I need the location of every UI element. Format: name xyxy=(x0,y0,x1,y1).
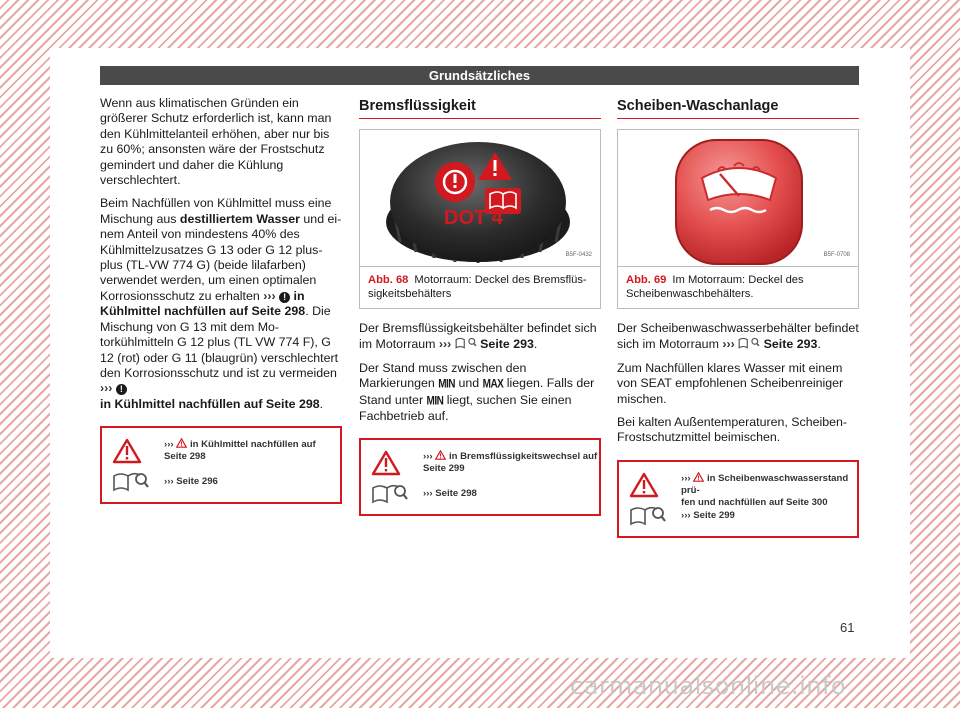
warning-triangle-icon xyxy=(371,450,401,476)
book-magnifier-icon xyxy=(738,336,760,349)
washer-cap-image xyxy=(618,130,858,267)
warning-box: ››› in Scheibenwaschwasserstand prü- fen und nachfüllen auf Seite 300 ››› Seite 299 xyxy=(617,460,859,538)
min-marking: MIN xyxy=(426,394,444,408)
chevron-link[interactable]: ››› xyxy=(423,451,433,463)
coolant-paragraph-2: Beim Nachfüllen von Kühlmittel muss eine Mischung aus destilliertem Wasser und einem Anteil von mindestens 40% des Kühlmittelzusatzes G 13 oder G 12 plus-plus (TL-VW 774 G) (beide lilafarben) verwendet werden, um einen optimalen Korrosionsschutz zu erhalten ››› ! in Kühlmittel nachfüllen auf Seite 298. Die Mischung von G 13 mit dem Motorkühlmitteln G 12 plus (TL VW 774 F), G 12 (rot) oder G 11 (blaugrün) verschlechtert den Korrosionsschutz und ist zu vermeiden ››› ! in Kühlmittel nachfüllen auf Seite 298. xyxy=(100,196,342,411)
warning-ref-link[interactable]: in Scheibenwaschwasserstand prü- xyxy=(681,472,849,496)
notice-icon: ! xyxy=(116,384,127,395)
warning-triangle-icon xyxy=(112,438,142,464)
washer-cap-illustration xyxy=(618,130,858,266)
chevron-link[interactable]: ››› xyxy=(681,509,691,521)
watermark: carmanualsonline.info xyxy=(570,672,847,700)
chevron-link[interactable]: ››› xyxy=(100,381,113,396)
section-title: Bremsflüssigkeit xyxy=(359,96,601,119)
brake-fluid-cap-image xyxy=(360,130,600,267)
brake-ref-link[interactable]: Seite 293 xyxy=(480,337,534,352)
book-magnifier-icon xyxy=(371,482,409,504)
chevron-link[interactable]: ››› xyxy=(164,439,174,451)
figure-label: Abb. 69 xyxy=(626,274,667,286)
warning-box: ››› in Bremsflüssigkeitswechsel auf Seite 299 ››› Seite 298 xyxy=(359,438,601,516)
column-brake-fluid xyxy=(359,96,601,516)
manual-ref-link[interactable]: Seite 298 xyxy=(435,488,477,500)
warning-triangle-icon xyxy=(629,472,659,498)
mini-warning-icon xyxy=(435,450,446,460)
column-coolant xyxy=(100,96,342,504)
book-magnifier-icon xyxy=(629,504,667,526)
manual-ref-link[interactable]: Seite 299 xyxy=(693,509,735,521)
figure-label: Abb. 68 xyxy=(368,274,409,286)
figure-caption: Abb. 69 Im Motorraum: Deckel des Scheibenwaschbehälters. xyxy=(626,274,804,300)
warning-ref-link[interactable]: in Kühlmittel nachfüllen auf xyxy=(189,439,316,451)
chevron-link[interactable]: ››› xyxy=(164,476,174,488)
coolant-ref-link-1[interactable]: in Kühlmittel nachfüllen auf Seite 298 xyxy=(100,288,306,319)
book-magnifier-icon xyxy=(455,336,477,349)
chevron-link[interactable]: ››› xyxy=(681,472,691,484)
dot4-label: DOT 4 xyxy=(444,207,503,229)
chevron-link[interactable]: ››› xyxy=(263,288,276,303)
figure xyxy=(359,129,601,309)
washer-paragraph-3: Bei kalten Außentemperaturen, Scheiben-Frostschutzmittel beimischen. xyxy=(617,415,848,445)
manual-ref-link[interactable]: Seite 296 xyxy=(176,476,218,488)
figure-code: B5F-0708 xyxy=(823,251,850,258)
figure-caption: Abb. 68 Motorraum: Deckel des Bremsflüssigkeitsbehälters xyxy=(368,274,587,300)
chevron-link[interactable]: ››› xyxy=(423,488,433,500)
brake-paragraph-1: Der Bremsflüssigkeitsbehälter befindet sich im Motorraum ››› Seite 293. xyxy=(359,321,597,352)
chevron-link[interactable]: ››› xyxy=(438,337,452,352)
chevron-link[interactable]: ››› xyxy=(722,337,735,352)
mini-warning-icon xyxy=(693,472,704,482)
page-number: 61 xyxy=(840,620,855,635)
mini-warning-icon xyxy=(176,438,187,448)
brake-paragraph-2: Der Stand muss zwischen den Markierungen MIN und MAX liegen. Falls der Stand unter MIN liegt, suchen Sie einen Fachbetrieb auf. xyxy=(359,360,595,424)
figure-code: B5F-0432 xyxy=(565,251,592,258)
brake-cap-illustration xyxy=(360,130,600,266)
page-header xyxy=(100,66,859,85)
column-washer xyxy=(617,96,859,538)
min-marking: MIN xyxy=(438,378,456,392)
page-header-title: Grundsätzliches xyxy=(428,68,531,83)
notice-icon: ! xyxy=(279,292,290,303)
coolant-ref-link-2[interactable]: in Kühlmittel nachfüllen auf Seite 298 xyxy=(100,396,320,411)
max-marking: MAX xyxy=(482,378,504,392)
coolant-paragraph-1: Wenn aus klimatischen Gründen ein größerer Schutz erforderlich ist, kann man den Kühlmittelanteil erhöhen, aber nur bis zu 60%; ansonsten wäre der Frostschutz gemindert und daher die Kühlung verschlechtert. xyxy=(100,96,332,188)
book-magnifier-icon xyxy=(112,470,150,492)
warning-box: ››› in Kühlmittel nachfüllen auf Seite 298 ››› Seite 296 xyxy=(100,426,342,504)
washer-paragraph-2: Zum Nachfüllen klares Wasser mit einem von SEAT empfohlenen Scheibenreiniger mischen. xyxy=(617,360,844,406)
washer-paragraph-1: Der Scheibenwaschwasserbehälter befindet sich im Motorraum ››› Seite 293. xyxy=(617,321,859,352)
section-title: Scheiben-Waschanlage xyxy=(617,96,859,119)
figure xyxy=(617,129,859,309)
washer-ref-link[interactable]: Seite 293 xyxy=(763,337,818,352)
warning-ref-link[interactable]: in Bremsflüssigkeitswechsel auf xyxy=(448,451,598,463)
